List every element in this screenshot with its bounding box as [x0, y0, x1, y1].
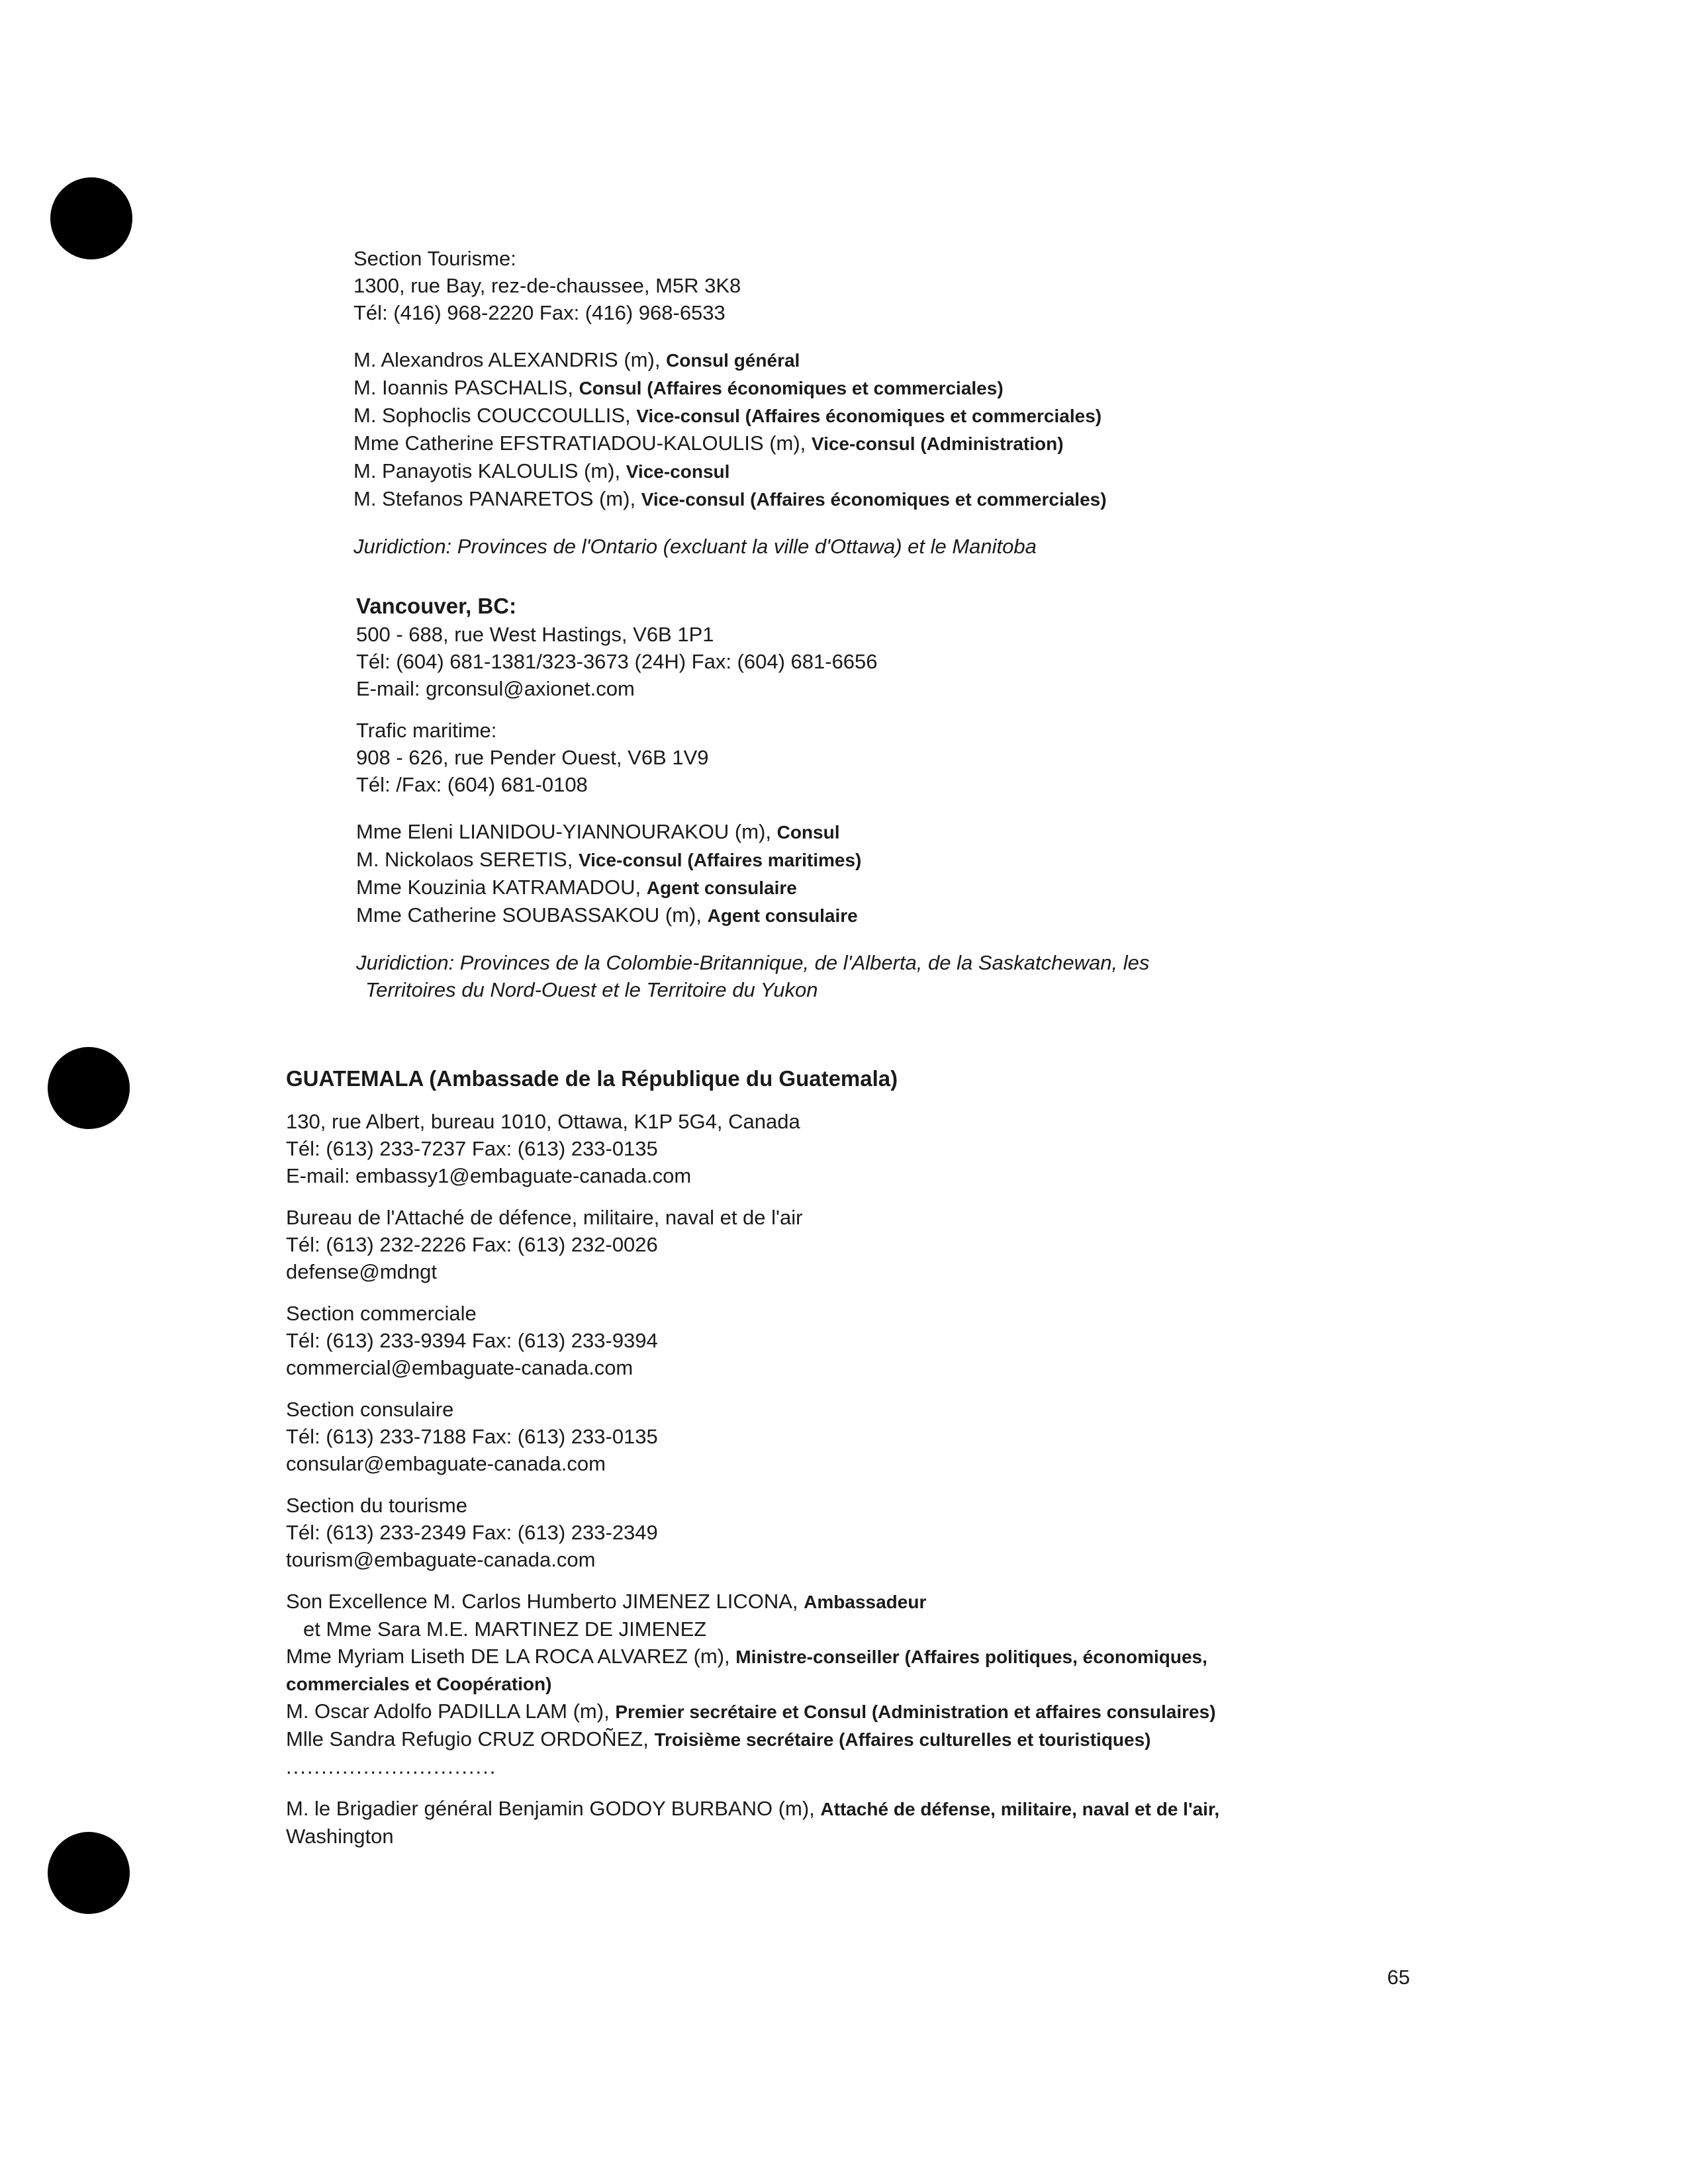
staff-entry-minister	[286, 1643, 1477, 1670]
staff-name: Mme Myriam Liseth DE LA ROCA ALVAREZ (m),	[286, 1645, 730, 1668]
jurisdiction-note-cont: Territoires du Nord-Ouest et le Territoire du Yukon	[365, 978, 818, 1001]
staff-role: Agent consulaire	[646, 878, 797, 898]
staff-role: Vice-consul (Affaires maritimes)	[578, 850, 862, 870]
staff-role: Vice-consul (Administration)	[811, 433, 1064, 454]
consular-section-title: Section consulaire	[286, 1398, 454, 1421]
staff-role: Troisième secrétaire (Affaires culturelles et touristiques)	[654, 1729, 1151, 1750]
staff-entry	[353, 374, 1479, 402]
tourism-section-phone: Tél: (613) 233-2349 Fax: (613) 233-2349	[286, 1521, 658, 1544]
staff-role-cont: commerciales et Coopération)	[286, 1674, 552, 1694]
commercial-section-email: commercial@embaguate-canada.com	[286, 1356, 633, 1379]
staff-role: Consul général	[666, 350, 800, 371]
embassy-address: 130, rue Albert, bureau 1010, Ottawa, K1P 5G4, Canada	[286, 1110, 800, 1133]
staff-role: Vice-consul (Affaires économiques et commerciales)	[636, 406, 1102, 426]
attache-location: Washington	[286, 1825, 394, 1848]
staff-role: Vice-consul (Affaires économiques et commerciales)	[641, 489, 1107, 510]
guatemala-embassy-section	[286, 1064, 1477, 1850]
staff-name: M. Nickolaos SERETIS,	[356, 848, 573, 871]
staff-entry	[353, 430, 1479, 457]
dotted-separator: ..............................	[286, 1755, 497, 1778]
punch-hole-bottom	[48, 1832, 130, 1914]
staff-name: Mme Kouzinia KATRAMADOU,	[356, 876, 641, 899]
maritime-address: 908 - 626, rue Pender Ouest, V6B 1V9	[356, 746, 709, 769]
tourism-phone: Tél: (416) 968-2220 Fax: (416) 968-6533	[353, 301, 726, 324]
consular-section-phone: Tél: (613) 233-7188 Fax: (613) 233-0135	[286, 1425, 658, 1448]
address-line: 500 - 688, rue West Hastings, V6B 1P1	[356, 623, 714, 646]
punch-hole-top	[50, 177, 132, 259]
staff-entry-defence-attache	[286, 1795, 1477, 1823]
staff-entry	[353, 346, 1479, 374]
tourism-section-title: Section Tourisme:	[353, 247, 516, 270]
punch-hole-middle	[48, 1047, 130, 1129]
jurisdiction-note: Juridiction: Provinces de la Colombie-Britannique, de l'Alberta, de la Saskatchewan, les	[356, 951, 1150, 974]
page-number: 65	[1387, 1966, 1410, 1989]
tourism-section-title: Section du tourisme	[286, 1494, 467, 1517]
staff-role: Ministre-conseiller (Affaires politiques, économiques,	[735, 1647, 1207, 1667]
staff-name: Mme Eleni LIANIDOU-YIANNOURAKOU (m),	[356, 820, 771, 843]
phone-line: Tél: (604) 681-1381/323-3673 (24H) Fax: (604) 681-6656	[356, 650, 878, 673]
staff-name: Mme Catherine SOUBASSAKOU (m),	[356, 903, 702, 927]
email-line: E-mail: grconsul@axionet.com	[356, 677, 635, 700]
staff-role: Ambassadeur	[804, 1592, 927, 1612]
consular-section-email: consular@embaguate-canada.com	[286, 1452, 606, 1475]
defence-office-title: Bureau de l'Attaché de défence, militaire, naval et de l'air	[286, 1206, 803, 1229]
section-heading: Vancouver, BC:	[356, 594, 517, 618]
jurisdiction-note: Juridiction: Provinces de l'Ontario (excluant la ville d'Ottawa) et le Manitoba	[353, 535, 1037, 558]
maritime-section-title: Trafic maritime:	[356, 719, 497, 742]
embassy-phone: Tél: (613) 233-7237 Fax: (613) 233-0135	[286, 1137, 658, 1160]
vancouver-consulate-section	[356, 592, 1481, 1003]
staff-entry	[356, 901, 1481, 929]
staff-entry	[353, 457, 1479, 485]
defence-office-email: defense@mdngt	[286, 1260, 437, 1283]
staff-name: M. Panayotis KALOULIS (m),	[353, 459, 621, 482]
staff-name: Mlle Sandra Refugio CRUZ ORDOÑEZ,	[286, 1727, 649, 1751]
tourism-section-email: tourism@embaguate-canada.com	[286, 1548, 596, 1571]
staff-role: Agent consulaire	[707, 905, 858, 926]
staff-entry	[353, 402, 1479, 430]
commercial-section-title: Section commerciale	[286, 1302, 477, 1325]
staff-name: M. Sophoclis COUCCOULLIS,	[353, 404, 631, 427]
staff-role: Attaché de défense, militaire, naval et de l'air,	[820, 1799, 1220, 1819]
staff-entry-first-secretary	[286, 1698, 1477, 1725]
staff-name: Son Excellence M. Carlos Humberto JIMENEZ LICONA,	[286, 1590, 798, 1613]
staff-role: Consul (Affaires économiques et commerciales)	[579, 378, 1004, 398]
commercial-section-phone: Tél: (613) 233-9394 Fax: (613) 233-9394	[286, 1329, 658, 1352]
staff-name: M. le Brigadier général Benjamin GODOY BURBANO (m),	[286, 1797, 815, 1820]
embassy-email: E-mail: embassy1@embaguate-canada.com	[286, 1164, 692, 1187]
maritime-phone: Tél: /Fax: (604) 681-0108	[356, 773, 588, 796]
staff-entry	[353, 485, 1479, 513]
staff-role: Consul	[776, 822, 840, 842]
staff-name: M. Stefanos PANARETOS (m),	[353, 487, 636, 510]
toronto-consulate-section	[353, 245, 1479, 560]
staff-entry-ambassador	[286, 1588, 1477, 1615]
staff-spouse: et Mme Sara M.E. MARTINEZ DE JIMENEZ	[303, 1617, 707, 1641]
staff-entry	[356, 846, 1481, 874]
tourism-address: 1300, rue Bay, rez-de-chaussee, M5R 3K8	[353, 274, 741, 297]
staff-role: Premier secrétaire et Consul (Administration et affaires consulaires)	[615, 1702, 1216, 1722]
staff-entry	[356, 874, 1481, 901]
defence-office-phone: Tél: (613) 232-2226 Fax: (613) 232-0026	[286, 1233, 658, 1256]
staff-name: Mme Catherine EFSTRATIADOU-KALOULIS (m),	[353, 432, 806, 455]
staff-name: M. Alexandros ALEXANDRIS (m),	[353, 348, 661, 371]
staff-entry-third-secretary	[286, 1725, 1477, 1753]
country-heading: GUATEMALA (Ambassade de la République du Guatemala)	[286, 1066, 898, 1091]
staff-entry	[356, 818, 1481, 846]
staff-name: M. Oscar Adolfo PADILLA LAM (m),	[286, 1700, 610, 1723]
staff-name: M. Ioannis PASCHALIS,	[353, 376, 573, 399]
staff-role: Vice-consul	[626, 461, 730, 482]
